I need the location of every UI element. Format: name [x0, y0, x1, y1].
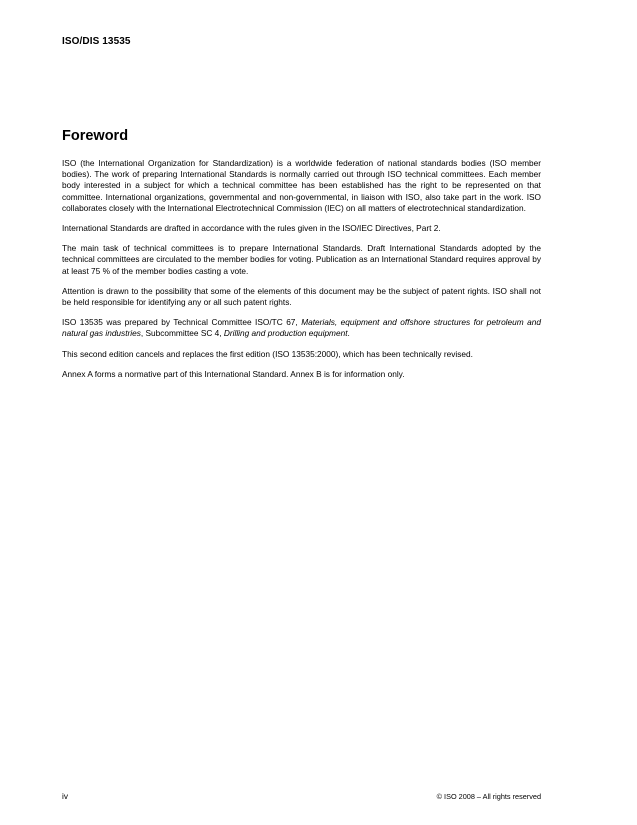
page-number: iv: [62, 791, 68, 801]
paragraph-committee-task: The main task of technical committees is to prepare International Standards. Draft International Standards adopted by the technical committees are circulated to the member bodies for voting. Publication as an International Standard requires approval by at least 75 % of the member bodies casting a vote.: [62, 243, 541, 276]
prepared-by-text-2: , Subcommittee SC 4,: [140, 328, 224, 339]
document-id-header: ISO/DIS 13535: [62, 36, 131, 47]
committee-title-italic: Materials, equipment and offshore structures for petroleum and natural gas industries: [62, 317, 541, 339]
paragraph-directives: International Standards are drafted in accordance with the rules given in the ISO/IEC Directives, Part 2.: [62, 223, 441, 234]
prepared-by-text-3: .: [347, 328, 350, 339]
paragraph-prepared-by: [62, 317, 541, 339]
paragraph-edition: This second edition cancels and replaces the first edition (ISO 13535:2000), which has been technically revised.: [62, 348, 473, 359]
subcommittee-title-italic: Drilling and production equipment: [223, 328, 348, 339]
copyright-notice: © ISO 2008 – All rights reserved: [436, 792, 541, 801]
foreword-title: Foreword: [62, 128, 129, 144]
prepared-by-text-1: ISO 13535 was prepared by Technical Committee ISO/TC 67,: [62, 317, 302, 328]
paragraph-patent-rights: Attention is drawn to the possibility that some of the elements of this document may be the subject of patent rights. ISO shall not be held responsible for identifying any or all such patent rights.: [62, 285, 541, 308]
paragraph-annexes: Annex A forms a normative part of this International Standard. Annex B is for information only.: [62, 368, 405, 379]
paragraph-iso-intro: ISO (the International Organization for Standardization) is a worldwide federation of national standards bodies (ISO member bodies). The work of preparing International Standards is normally carried out through ISO technical committees. Each member body interested in a subject for which a technical committee has been established has the right to be represented on that committee. International organizations, governmental and non-governmental, in liaison with ISO, also take part in the work. ISO collaborates closely with the International Electrotechnical Commission (IEC) on all matters of electrotechnical standardization.: [62, 158, 541, 213]
foreword-body: [62, 158, 541, 389]
